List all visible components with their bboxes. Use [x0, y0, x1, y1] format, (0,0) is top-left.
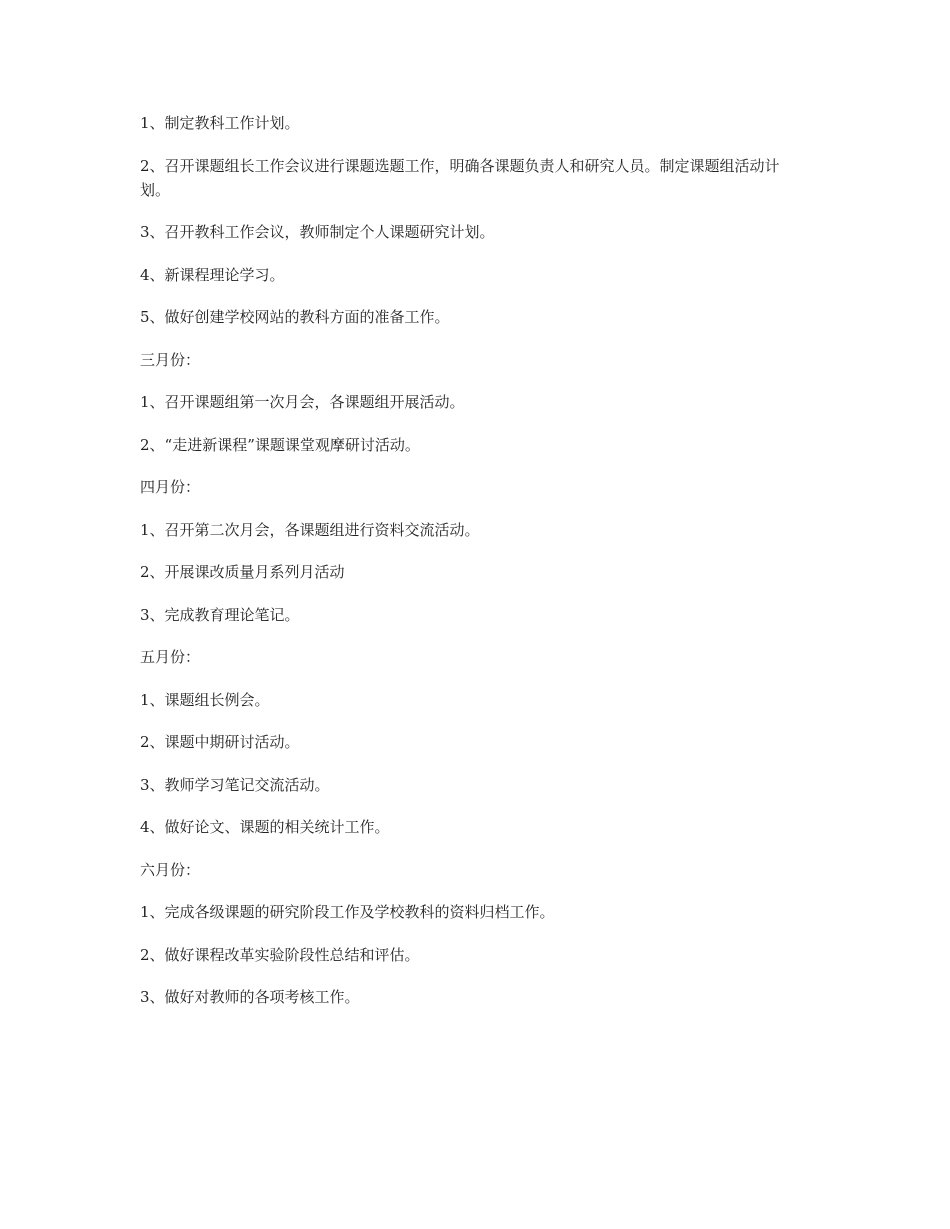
month-heading-april: 四月份： — [140, 478, 201, 496]
list-item: 2、开展课改质量月系列月活动 — [140, 563, 345, 581]
list-item: 2、召开课题组长工作会议进行课题选题工作，明确各课题负责人和研究人员。制定课题组活动计划。 — [140, 156, 780, 199]
list-item: 2、课题中期研讨活动。 — [140, 733, 300, 751]
month-heading-may: 五月份： — [140, 648, 201, 666]
month-heading-june: 六月份： — [140, 860, 201, 879]
list-item: 1、完成各级课题的研究阶段工作及学校教科的资料归档工作。 — [140, 903, 555, 921]
list-item: 3、召开教科工作会议，教师制定个人课题研究计划。 — [140, 223, 495, 241]
list-item: 3、完成教育理论笔记。 — [140, 605, 300, 624]
list-item: 4、做好论文、课题的相关统计工作。 — [140, 818, 390, 836]
list-item: 2、做好课程改革实验阶段性总结和评估。 — [140, 945, 420, 964]
month-heading-march: 三月份： — [140, 350, 201, 369]
list-item: 1、课题组长例会。 — [140, 690, 270, 709]
list-item: 1、召开课题组第一次月会，各课题组开展活动。 — [140, 393, 465, 411]
list-item: 1、召开第二次月会，各课题组进行资料交流活动。 — [140, 520, 480, 539]
list-item: 1、制定教科工作计划。 — [140, 114, 300, 132]
list-item: 2、“走进新课程”课题课堂观摩研讨活动。 — [140, 435, 420, 454]
list-item: 5、做好创建学校网站的教科方面的准备工作。 — [140, 308, 450, 326]
list-item: 4、新课程理论学习。 — [140, 265, 285, 284]
document-body — [140, 111, 805, 1028]
list-item: 3、做好对教师的各项考核工作。 — [140, 988, 360, 1006]
list-item: 3、教师学习笔记交流活动。 — [140, 775, 330, 794]
